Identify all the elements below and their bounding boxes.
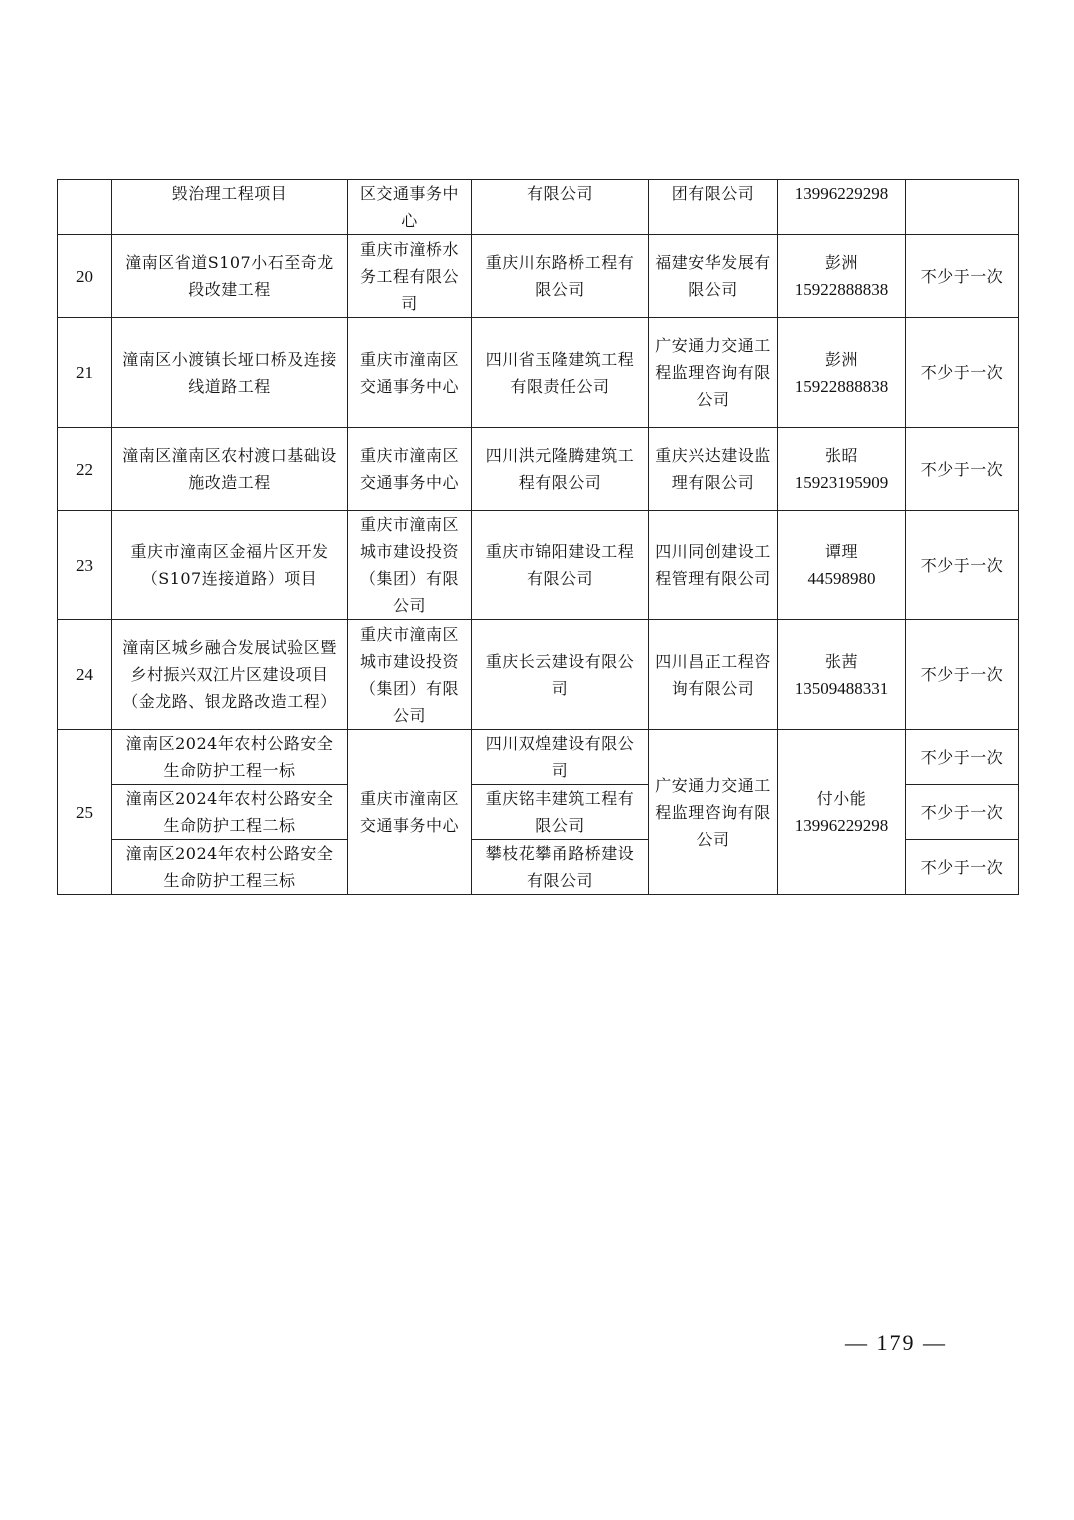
supervisor-unit: 广安通力交通工程监理咨询有限公司 — [649, 318, 778, 428]
check-frequency: 不少于一次 — [906, 730, 1019, 785]
contact-phone: 44598980 — [807, 569, 876, 588]
contact-cell — [778, 180, 906, 235]
project-name: 毁治理工程项目 — [112, 180, 348, 235]
row-number: 23 — [58, 511, 112, 620]
supervisor-unit: 福建安华发展有限公司 — [649, 235, 778, 318]
contact-cell — [778, 428, 906, 511]
supervisor-unit: 广安通力交通工程监理咨询有限公司 — [649, 730, 778, 895]
table-row — [58, 511, 1019, 620]
contractor-unit: 四川双煌建设有限公司 — [472, 730, 649, 785]
contractor-unit: 重庆川东路桥工程有限公司 — [472, 235, 649, 318]
contact-phone: 15922888838 — [794, 376, 889, 396]
project-name: 潼南区潼南区农村渡口基础设施改造工程 — [112, 428, 348, 511]
project-name: 潼南区城乡融合发展试验区暨乡村振兴双江片区建设项目（金龙路、银龙路改造工程） — [112, 620, 348, 730]
table-row — [58, 428, 1019, 511]
table-row — [58, 620, 1019, 730]
table-row — [58, 235, 1019, 318]
supervisor-unit: 团有限公司 — [649, 180, 778, 235]
check-frequency: 不少于一次 — [906, 840, 1019, 895]
check-frequency — [906, 180, 1019, 235]
contractor-unit: 重庆长云建设有限公司 — [472, 620, 649, 730]
contact-cell — [778, 620, 906, 730]
project-name: 潼南区小渡镇长垭口桥及连接线道路工程 — [112, 318, 348, 428]
row-number: 25 — [58, 730, 112, 895]
contact-name: 付小能 — [816, 789, 867, 808]
table-row — [58, 730, 1019, 785]
check-frequency: 不少于一次 — [906, 511, 1019, 620]
owner-unit: 重庆市潼南区交通事务中心 — [348, 428, 472, 511]
contractor-unit: 重庆铭丰建筑工程有限公司 — [472, 785, 649, 840]
page-number: — 179 — — [845, 1330, 947, 1355]
contact-phone: 15923195909 — [794, 473, 889, 492]
project-name: 重庆市潼南区金福片区开发（S107连接道路）项目 — [112, 511, 348, 620]
contact-phone: 13996229298 — [794, 184, 889, 203]
check-frequency: 不少于一次 — [906, 620, 1019, 730]
table-row — [58, 318, 1019, 428]
contact-name: 彭洲 — [824, 253, 858, 272]
owner-unit: 重庆市潼南区交通事务中心 — [348, 730, 472, 895]
project-name: 潼南区2024年农村公路安全生命防护工程三标 — [112, 840, 348, 895]
row-number: 24 — [58, 620, 112, 730]
contact-cell — [778, 511, 906, 620]
contact-name: 张昭 — [824, 446, 858, 465]
contact-phone: 15922888838 — [794, 280, 889, 299]
check-frequency: 不少于一次 — [906, 785, 1019, 840]
supervisor-unit: 四川昌正工程咨询有限公司 — [649, 620, 778, 730]
contractor-unit: 四川省玉隆建筑工程有限责任公司 — [472, 318, 649, 428]
contact-cell — [778, 235, 906, 318]
project-table — [57, 179, 1019, 895]
contractor-unit: 攀枝花攀甬路桥建设有限公司 — [472, 840, 649, 895]
project-name: 潼南区2024年农村公路安全生命防护工程二标 — [112, 785, 348, 840]
row-number: 20 — [58, 235, 112, 318]
owner-unit: 区交通事务中心 — [348, 180, 472, 235]
contact-cell — [778, 318, 906, 428]
row-number: 21 — [58, 318, 112, 428]
project-name: 潼南区省道S107小石至奇龙段改建工程 — [112, 235, 348, 318]
table-row — [58, 180, 1019, 235]
owner-unit: 重庆市潼南区交通事务中心 — [348, 318, 472, 428]
supervisor-unit: 重庆兴达建设监理有限公司 — [649, 428, 778, 511]
contact-phone: 13996229298 — [794, 816, 889, 835]
check-frequency: 不少于一次 — [906, 235, 1019, 318]
contact-name: 彭洲 — [824, 349, 858, 369]
owner-unit: 重庆市潼南区城市建设投资（集团）有限公司 — [348, 620, 472, 730]
contact-phone: 13509488331 — [794, 678, 889, 698]
contractor-unit: 有限公司 — [472, 180, 649, 235]
check-frequency: 不少于一次 — [906, 428, 1019, 511]
check-frequency: 不少于一次 — [906, 318, 1019, 428]
owner-unit: 重庆市潼南区城市建设投资（集团）有限公司 — [348, 511, 472, 620]
owner-unit: 重庆市潼桥水务工程有限公司 — [348, 235, 472, 318]
project-name: 潼南区2024年农村公路安全生命防护工程一标 — [112, 730, 348, 785]
contractor-unit: 重庆市锦阳建设工程有限公司 — [472, 511, 649, 620]
row-number — [58, 180, 112, 235]
supervisor-unit: 四川同创建设工程管理有限公司 — [649, 511, 778, 620]
contact-cell — [778, 730, 906, 895]
contact-name: 张茜 — [824, 651, 858, 671]
contact-name: 谭理 — [824, 542, 858, 561]
row-number: 22 — [58, 428, 112, 511]
contractor-unit: 四川洪元隆腾建筑工程有限公司 — [472, 428, 649, 511]
